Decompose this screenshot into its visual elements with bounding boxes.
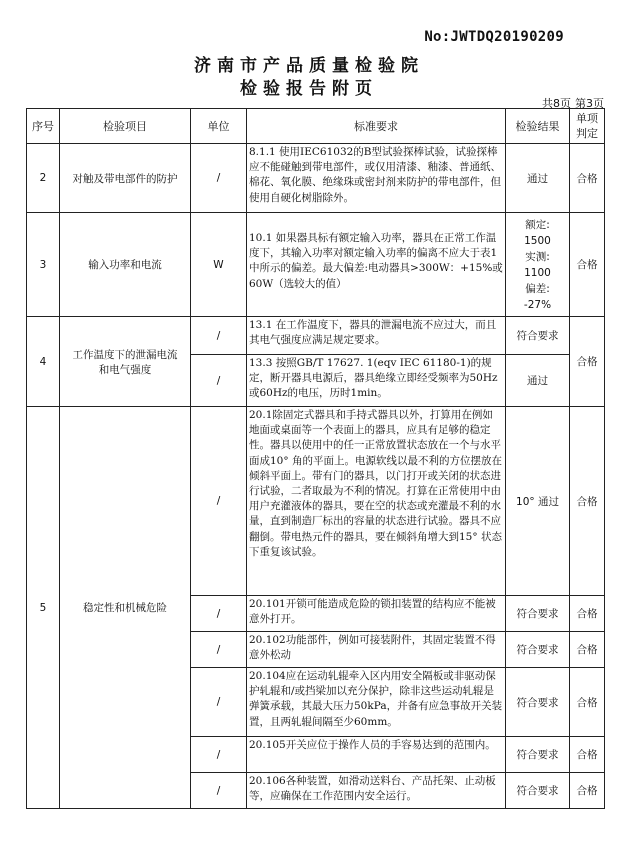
row-unit: / <box>191 668 247 737</box>
report-subtitle: 检验报告附页 <box>240 79 378 99</box>
row-result: 符合要求 <box>506 596 570 632</box>
row-verdict: 合格 <box>570 407 605 596</box>
row-result: 10° 通过 <box>506 407 570 596</box>
row-item: 工作温度下的泄漏电流和电气强度 <box>60 317 191 407</box>
table-row <box>27 317 605 355</box>
row-verdict: 合格 <box>570 317 605 407</box>
header-no: 序号 <box>27 109 60 144</box>
row-verdict: 合格 <box>570 596 605 632</box>
row-requirement: 20.105开关应位于操作人员的手容易达到的范围内。 <box>247 737 506 773</box>
table-row <box>27 407 605 596</box>
total-pages: 共8页 <box>542 97 571 110</box>
row-no: 5 <box>27 407 60 809</box>
row-requirement: 8.1.1 使用IEC61032的B型试验探棒试验，试验探棒应不能碰触到带电部件，或仅用清漆、釉漆、普通纸、棉花、氧化膜、绝缘珠或密封剂来防护的带电部件，但使用自硬化树脂除外。 <box>247 144 506 213</box>
inspection-table <box>26 108 605 809</box>
row-unit: / <box>191 596 247 632</box>
row-result: 通过 <box>506 355 570 407</box>
row-no: 2 <box>27 144 60 213</box>
row-requirement: 20.101开锁可能造成危险的锁扣装置的结构应不能被意外打开。 <box>247 596 506 632</box>
row-result: 符合要求 <box>506 632 570 668</box>
row-result: 符合要求 <box>506 737 570 773</box>
row-unit: / <box>191 317 247 355</box>
row-result: 符合要求 <box>506 317 570 355</box>
row-item: 输入功率和电流 <box>60 213 191 317</box>
row-requirement: 20.106各种装置，如滑动送料台、产品托架、止动板等，应确保在工作范围内安全运行。 <box>247 773 506 809</box>
row-unit: / <box>191 144 247 213</box>
row-requirement: 20.1除固定式器具和手持式器具以外，打算用在例如地面或桌面等一个表面上的器具，应具有足够的稳定性。器具以使用中的任一正常放置状态放在一个与水平面成10° 角的平面上。电源软线以最不利的方位摆放在倾斜平面上。带有门的器具，以门打开或关闭的状态进行试验，二者取最为不利的情况。打算在正常使用中由用户充灌液体的器具，要在空的状态或充灌最不利的水量，直到制造厂标出的容量的状态进行试验。器具不应翻倒。带电热元件的器具，要在倾斜角增大到15° 状态下重复该试验。 <box>247 407 506 596</box>
report-number: No:JWTDQ20190209 <box>424 29 564 45</box>
row-result: 符合要求 <box>506 773 570 809</box>
header-unit: 单位 <box>191 109 247 144</box>
row-result: 额定: 1500 实测: 1100 偏差: -27% <box>506 213 570 317</box>
row-requirement: 20.102功能部件，例如可接装附件，其固定装置不得意外松动 <box>247 632 506 668</box>
row-requirement: 10.1 如果器具标有额定输入功率，器具在正常工作温度下，其输入功率对额定输入功率的偏离不应大于表1中所示的偏差。最大偏差:电动器具>300W：+15%或60W（选较大的值） <box>247 213 506 317</box>
row-item: 稳定性和机械危险 <box>60 407 191 809</box>
row-no: 3 <box>27 213 60 317</box>
row-unit: / <box>191 773 247 809</box>
table-header-row <box>27 109 605 144</box>
row-no: 4 <box>27 317 60 407</box>
institute-title: 济南市产品质量检验院 <box>194 56 424 76</box>
row-unit: / <box>191 737 247 773</box>
row-result: 通过 <box>506 144 570 213</box>
row-requirement: 13.1 在工作温度下，器具的泄漏电流不应过大，而且其电气强度应满足规定要求。 <box>247 317 506 355</box>
row-verdict: 合格 <box>570 144 605 213</box>
header-item: 检验项目 <box>60 109 191 144</box>
row-requirement: 20.104应在运动轧辊牵入区内用安全隔板或非驱动保护轧辊和/或挡梁加以充分保护，除非这些运动轧辊是弹簧承载，其最大压力50kPa，并备有应急事故开关装置，且两轧辊间隔至少60mm。 <box>247 668 506 737</box>
row-unit: / <box>191 407 247 596</box>
header-result: 检验结果 <box>506 109 570 144</box>
row-unit: W <box>191 213 247 317</box>
table-row <box>27 213 605 317</box>
row-unit: / <box>191 632 247 668</box>
row-unit: / <box>191 355 247 407</box>
row-item: 对触及带电部件的防护 <box>60 144 191 213</box>
header-verdict: 单项判定 <box>570 109 605 144</box>
row-requirement: 13.3 按照GB/T 17627. 1(eqv IEC 61180-1)的规定，断开器具电源后，器具绝缘立即经受频率为50Hz或60Hz的电压，历时1min。 <box>247 355 506 407</box>
current-page: 第3页 <box>575 97 604 110</box>
row-verdict: 合格 <box>570 668 605 737</box>
row-verdict: 合格 <box>570 213 605 317</box>
header-requirement: 标准要求 <box>247 109 506 144</box>
row-result: 符合要求 <box>506 668 570 737</box>
row-verdict: 合格 <box>570 773 605 809</box>
row-verdict: 合格 <box>570 632 605 668</box>
table-row <box>27 144 605 213</box>
row-verdict: 合格 <box>570 737 605 773</box>
